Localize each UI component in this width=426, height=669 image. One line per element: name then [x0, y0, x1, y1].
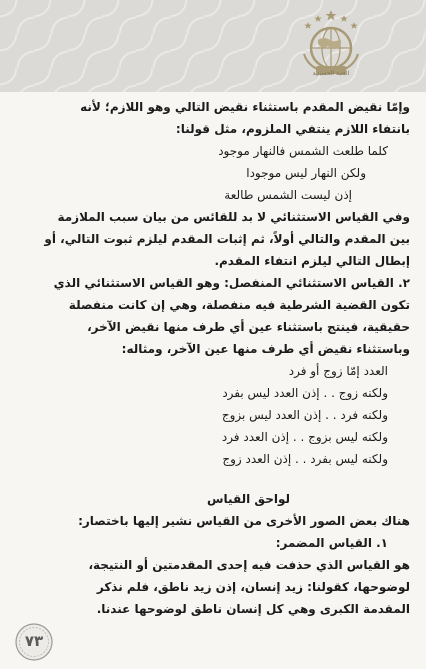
- body-line: حقيقية، فينتج باستثناء عين أي طرف منها نقيض الآخر،: [87, 320, 410, 334]
- body-line: هو القياس الذي حذفت فيه إحدى المقدمتين أو النتيجة،: [88, 558, 410, 572]
- body-line: هناك بعض الصور الأخرى من القياس نشير إليها باختصار:: [78, 514, 410, 528]
- body-line: وإمّا نقيض المقدم باستثناء نقيض التالي وهو اللازم؛ لأنه: [80, 100, 410, 114]
- example-line: العدد إمّا زوج أو فرد: [288, 364, 388, 378]
- page-number: ٧٣: [24, 632, 44, 650]
- body-line: تكون القضية الشرطية فيه منفصلة، وهي إن كانت منفصلة: [68, 298, 410, 312]
- body-line: المقدمة الكبرى وهي كل إنسان ناطق لوضوحها عندنا.: [96, 602, 410, 616]
- body-line: بانتفاء اللازم ينتفي الملزوم، مثل قولنا:: [175, 122, 410, 136]
- example-line: ولكنه ليس بفرد . . إذن العدد زوج: [222, 452, 388, 466]
- page-body: [18, 96, 410, 620]
- example-line: إذن ليست الشمس طالعة: [224, 188, 352, 202]
- body-line: وباستثناء نقيض أي طرف منها عين الآخر، ومثاله:: [121, 342, 410, 356]
- body-line: لوضوحها، كقولنا: زيد إنسان، إذن زيد ناطق، فلم نذكر: [96, 580, 410, 594]
- body-line: إبطال التالي ليلزم انتفاء المقدم.: [214, 254, 410, 268]
- body-line: ٢. القياس الاستثنائي المنفصل: وهو القياس الاستثنائي الذي: [53, 276, 410, 290]
- example-line: ولكن النهار ليس موجودا: [246, 166, 366, 180]
- body-line: بين المقدم والتالي أولاً، ثم إثبات المقدم ليلزم ثبوت التالي، أو: [44, 232, 410, 246]
- example-line: ولكنه فرد . . إذن العدد ليس بزوج: [221, 408, 388, 422]
- logo-caption: العتبة الحسينية: [312, 70, 350, 77]
- section-heading: لواحق القياس: [206, 492, 290, 506]
- subheading: ١. القياس المضمر:: [275, 536, 388, 550]
- example-line: ولكنه ليس بزوج . . إذن العدد فرد: [221, 430, 388, 444]
- body-line: وفي القياس الاستثنائي لا بد للقائس من بيان سبب الملازمة: [57, 210, 410, 224]
- example-line: كلما طلعت الشمس فالنهار موجود: [218, 144, 388, 158]
- example-line: ولكنه زوج . . إذن العدد ليس بفرد: [222, 386, 388, 400]
